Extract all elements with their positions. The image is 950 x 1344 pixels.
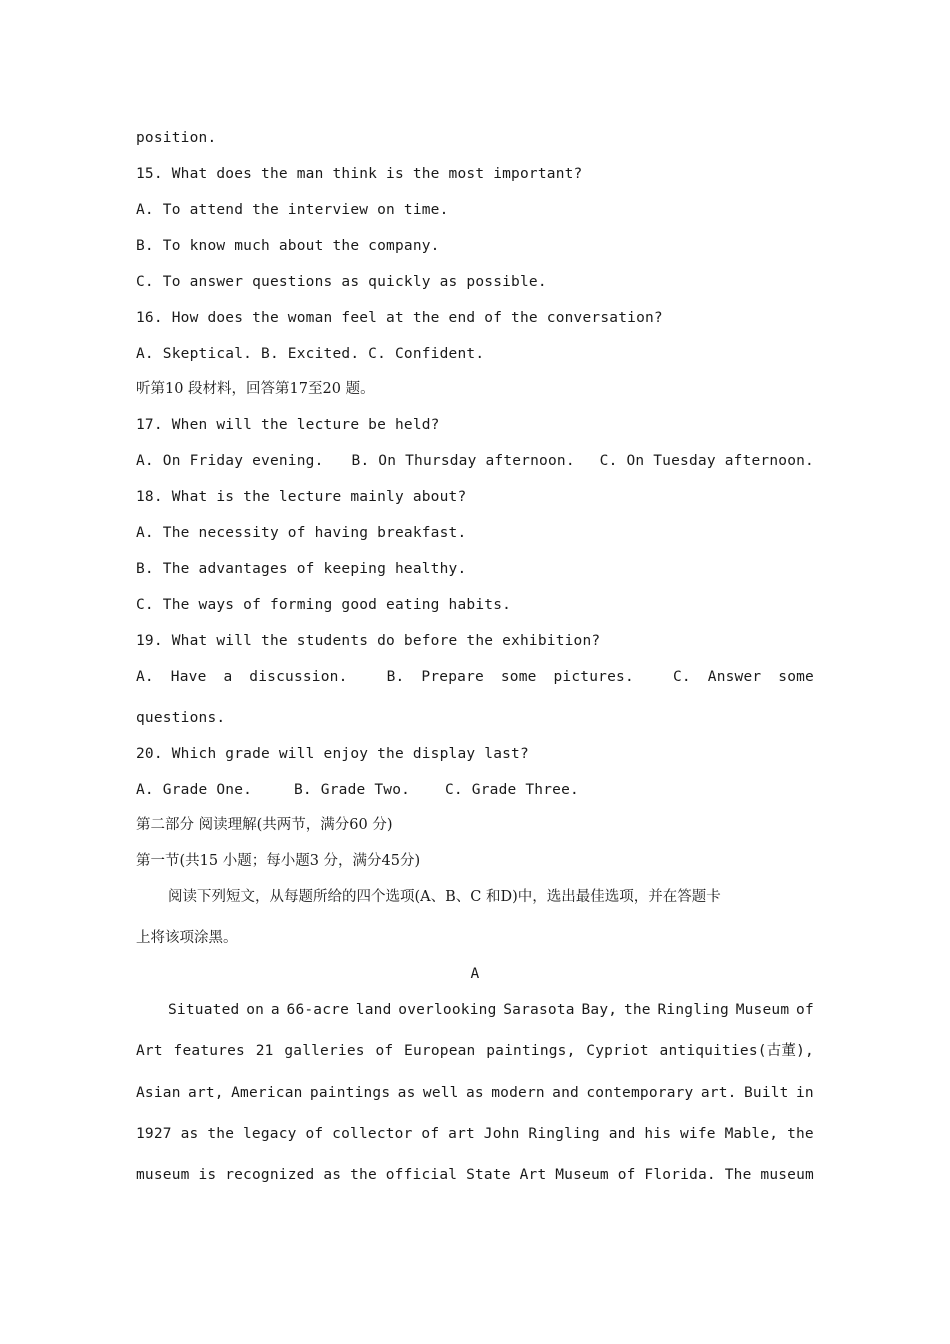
option-17a: A. On Friday evening. xyxy=(136,453,324,469)
instruction-text: 阅读下列短文，从每题所给的四个选项(A、B、C 和D)中，选出最佳选项，并在答题卡 xyxy=(168,889,721,905)
question-20: 20. Which grade will enjoy the display last? xyxy=(136,746,529,762)
question-19: 19. What will the students do before the exhibition? xyxy=(136,633,601,649)
options-20 xyxy=(136,780,814,800)
text-line: questions. xyxy=(136,710,226,726)
section-heading: 第一节(共15 小题；每小题3 分，满分45分) xyxy=(136,853,421,869)
option-18b: B. The advantages of keeping healthy. xyxy=(136,561,467,577)
option-20a: A. Grade One. xyxy=(136,782,253,798)
text-line: position. xyxy=(136,130,217,146)
option-15c: C. To answer questions as quickly as possible. xyxy=(136,274,547,290)
option-18a: A. The necessity of having breakfast. xyxy=(136,525,467,541)
options-19 xyxy=(136,667,814,687)
option-20c: C. Grade Three. xyxy=(445,782,579,798)
passage-line: Situated on a 66-acre land overlooking Sarasota Bay, the Ringling Museum of xyxy=(168,1002,814,1018)
option-18c: C. The ways of forming good eating habits. xyxy=(136,597,512,613)
option-17c: C. On Tuesday afternoon. xyxy=(599,453,814,469)
question-17: 17. When will the lecture be held? xyxy=(136,417,440,433)
option-17b: B. On Thursday afternoon. xyxy=(351,453,575,469)
passage-line: Art features 21 galleries of European paintings, Cypriot antiquities(古董), xyxy=(136,1043,814,1059)
passage-label: A xyxy=(470,966,480,982)
option-19c: C. Answer some xyxy=(672,669,814,685)
option-15b: B. To know much about the company. xyxy=(136,238,440,254)
part-heading: 第二部分 阅读理解(共两节，满分60 分) xyxy=(136,817,393,833)
passage-line: Asian art, American paintings as well as modern and contemporary art. Built in xyxy=(136,1085,814,1101)
options-17 xyxy=(136,451,814,471)
option-15a: A. To attend the interview on time. xyxy=(136,202,449,218)
question-18: 18. What is the lecture mainly about? xyxy=(136,489,467,505)
option-20b: B. Grade Two. xyxy=(294,782,411,798)
question-15: 15. What does the man think is the most important? xyxy=(136,166,583,182)
option-19a: A. Have a discussion. xyxy=(136,669,348,685)
section-instruction: 听第10 段材料，回答第17至20 题。 xyxy=(136,381,375,397)
options-16: A. Skeptical. B. Excited. C. Confident. xyxy=(136,346,485,362)
passage-line: museum is recognized as the official State Art Museum of Florida. The museum xyxy=(136,1167,814,1183)
question-16: 16. How does the woman feel at the end of the conversation? xyxy=(136,310,663,326)
instruction-text: 上将该项涂黑。 xyxy=(136,930,238,946)
option-19b: B. Prepare some pictures. xyxy=(386,669,634,685)
passage-line: 1927 as the legacy of collector of art John Ringling and his wife Mable, the xyxy=(136,1126,814,1142)
